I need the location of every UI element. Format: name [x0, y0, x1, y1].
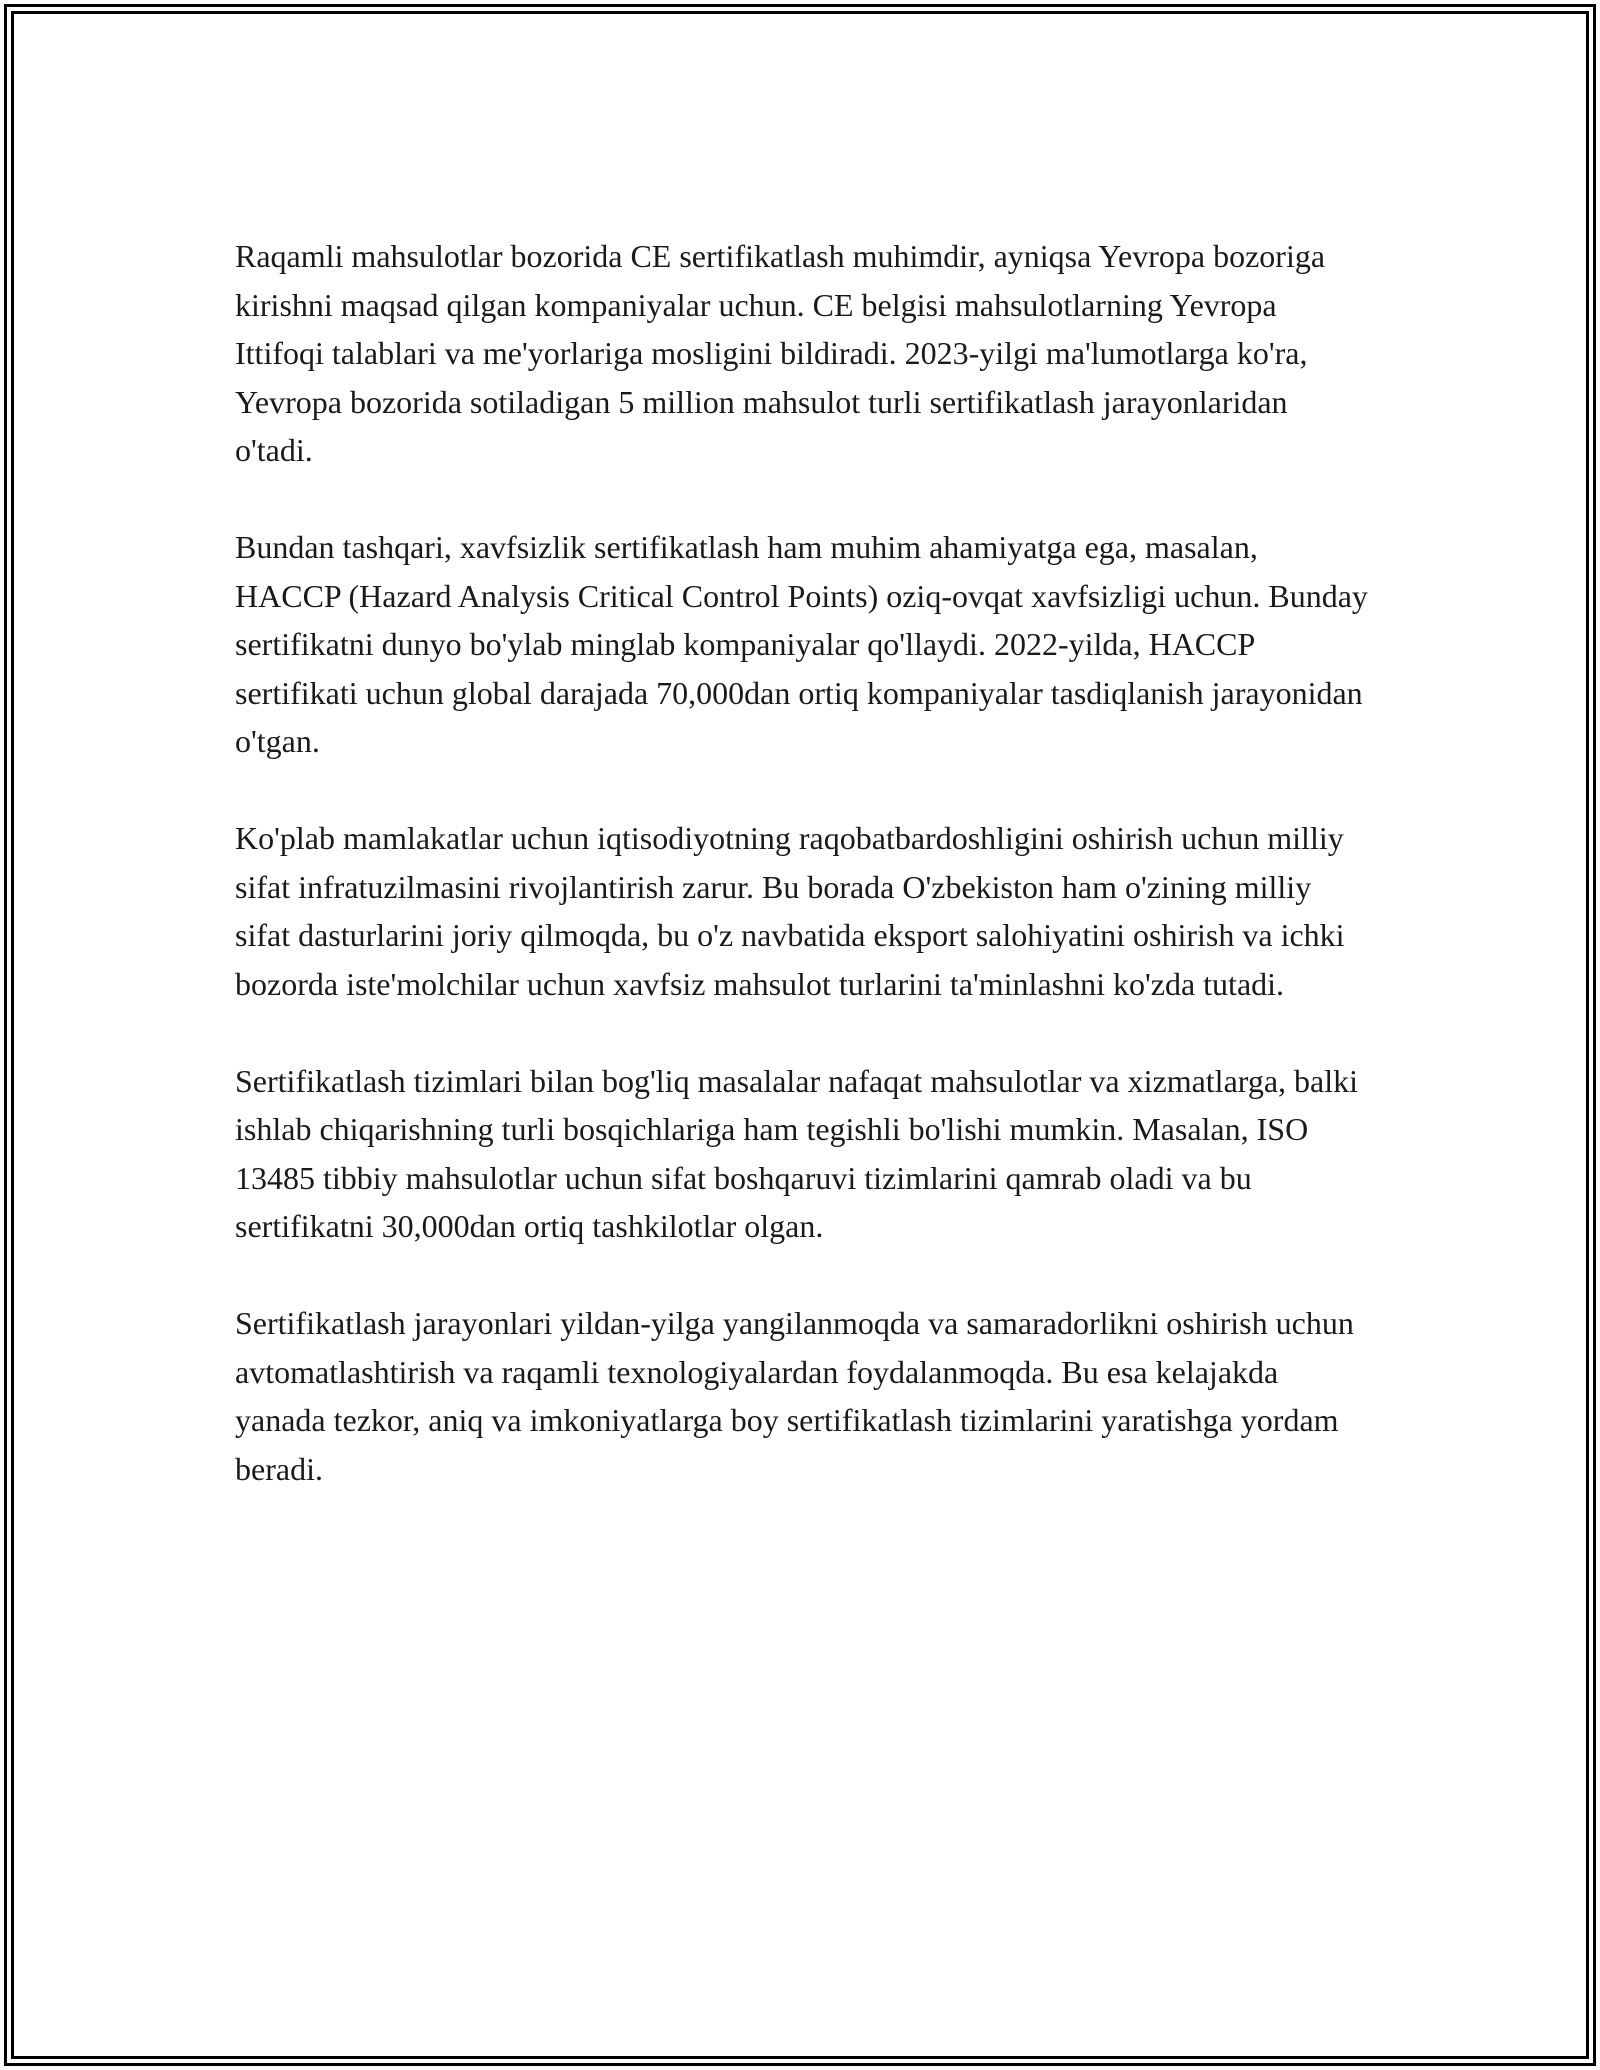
paragraph-digital-automation: Sertifikatlash jarayonlari yildan-yilga yangilanmoqda va samaradorlikni oshirish uchun avtomatlashtirish va raqamli texnologiyalardan foydalanmoqda. Bu esa kelajakda yanada tezkor, aniq va imkoniyatlarga boy sertifikatlash tizimlarini yaratishga yordam beradi.: [235, 1305, 1354, 1487]
document-body: [235, 232, 1370, 1493]
paragraph-haccp-certification: Bundan tashqari, xavfsizlik sertifikatlash ham muhim ahamiyatga ega, masalan, HACCP (Hazard Analysis Critical Control Points) oziq-ovqat xavfsizligi uchun. Bunday sertifikatni dunyo bo'ylab minglab kompaniyalar qo'llaydi. 2022-yilda, HACCP sertifikati uchun global darajada 70,000dan ortiq kompaniyalar tasdiqlanish jarayonidan o'tgan.: [235, 529, 1368, 759]
paragraph-iso-13485: Sertifikatlash tizimlari bilan bog'liq masalalar nafaqat mahsulotlar va xizmatlarga, balki ishlab chiqarishning turli bosqichlariga ham tegishli bo'lishi mumkin. Masalan, ISO 13485 tibbiy mahsulotlar uchun sifat boshqaruvi tizimlarini qamrab oladi va bu sertifikatni 30,000dan ortiq tashkilotlar olgan.: [235, 1062, 1359, 1244]
paragraph-national-quality: Ko'plab mamlakatlar uchun iqtisodiyotning raqobatbardoshligini oshirish uchun milliy sifat infratuzilmasini rivojlantirish zarur. Bu borada O'zbekiston ham o'zining milliy sifat dasturlarini joriy qilmoqda, bu o'z navbatida eksport salohiyatini oshirish va ichki bozorda iste'molchilar uchun xavfsiz mahsulot turlarini ta'minlashni ko'zda tutadi.: [235, 820, 1345, 1002]
paragraph-ce-certification: Raqamli mahsulotlar bozorida CE sertifikatlash muhimdir, ayniqsa Yevropa bozoriga kirishni maqsad qilgan kompaniyalar uchun. CE belgisi mahsulotlarning Yevropa Ittifoqi talablari va me'yorlariga mosligini bildiradi. 2023-yilgi ma'lumotlarga ko'ra, Yevropa bozorida sotiladigan 5 million mahsulot turli sertifikatlash jarayonlaridan o'tadi.: [235, 238, 1326, 468]
